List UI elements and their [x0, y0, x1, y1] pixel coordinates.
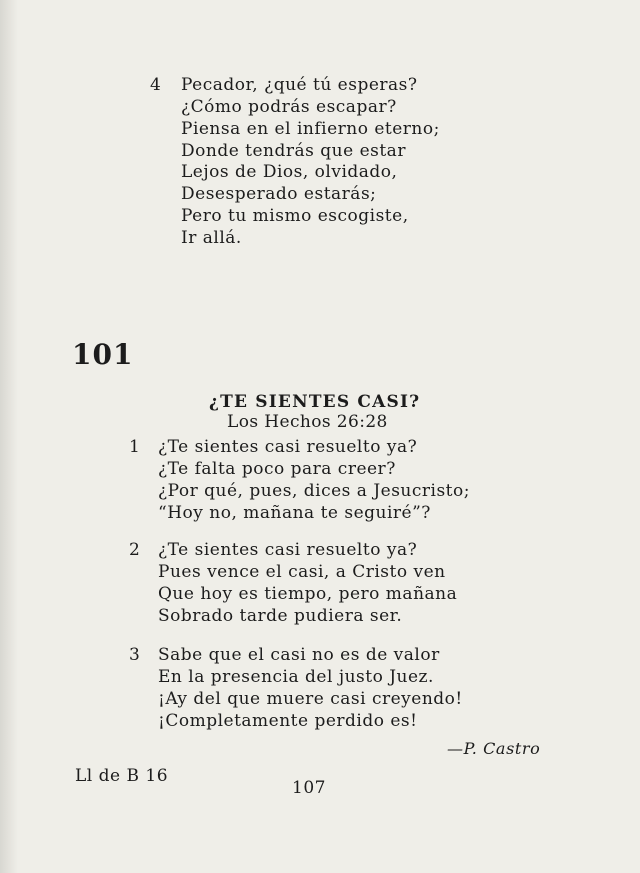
- verse-line: Ir allá.: [181, 228, 242, 248]
- verse-line: ¿Te sientes casi resuelto ya?: [158, 540, 418, 560]
- verse-line: Pero tu mismo escogiste,: [181, 206, 409, 226]
- verse-line: Pecador, ¿qué tú esperas?: [181, 75, 418, 95]
- page-edge-shadow: [0, 0, 18, 873]
- verse-line: ¿Te sientes casi resuelto ya?: [158, 437, 418, 457]
- verse-line: ¿Te falta poco para creer?: [158, 459, 396, 479]
- verse-line: ¡Completamente perdido es!: [158, 711, 418, 731]
- verse-line: Sabe que el casi no es de valor: [158, 645, 440, 665]
- verse-line: En la presencia del justo Juez.: [158, 667, 434, 687]
- verse-line: Sobrado tarde pudiera ser.: [158, 606, 403, 626]
- printer-signature: Ll de B 16: [75, 766, 169, 786]
- verse-line: ¡Ay del que muere casi creyendo!: [158, 689, 463, 709]
- verse-line: Lejos de Dios, olvidado,: [181, 162, 398, 182]
- verse-line: Piensa en el infierno eterno;: [181, 119, 440, 139]
- verse-line: ¿Cómo podrás escapar?: [181, 97, 397, 117]
- verse-line: Donde tendrás que estar: [181, 141, 406, 161]
- verse-line: ¿Por qué, pues, dices a Jesucristo;: [158, 481, 470, 501]
- page-number: 107: [292, 778, 326, 798]
- verse-line: Desesperado estarás;: [181, 184, 377, 204]
- author-credit: —P. Castro: [447, 739, 541, 758]
- scripture-reference: Los Hechos 26:28: [227, 412, 388, 432]
- verse-line: Que hoy es tiempo, pero mañana: [158, 584, 458, 604]
- hymn-number: 101: [72, 338, 134, 371]
- verse-line: “Hoy no, mañana te seguiré”?: [158, 503, 431, 523]
- verse-number: 3: [129, 645, 140, 665]
- verse-number: 4: [150, 75, 161, 95]
- hymn-title: ¿TE SIENTES CASI?: [209, 392, 421, 412]
- verse-number: 1: [129, 437, 140, 457]
- verse-line: Pues vence el casi, a Cristo ven: [158, 562, 446, 582]
- verse-number: 2: [129, 540, 140, 560]
